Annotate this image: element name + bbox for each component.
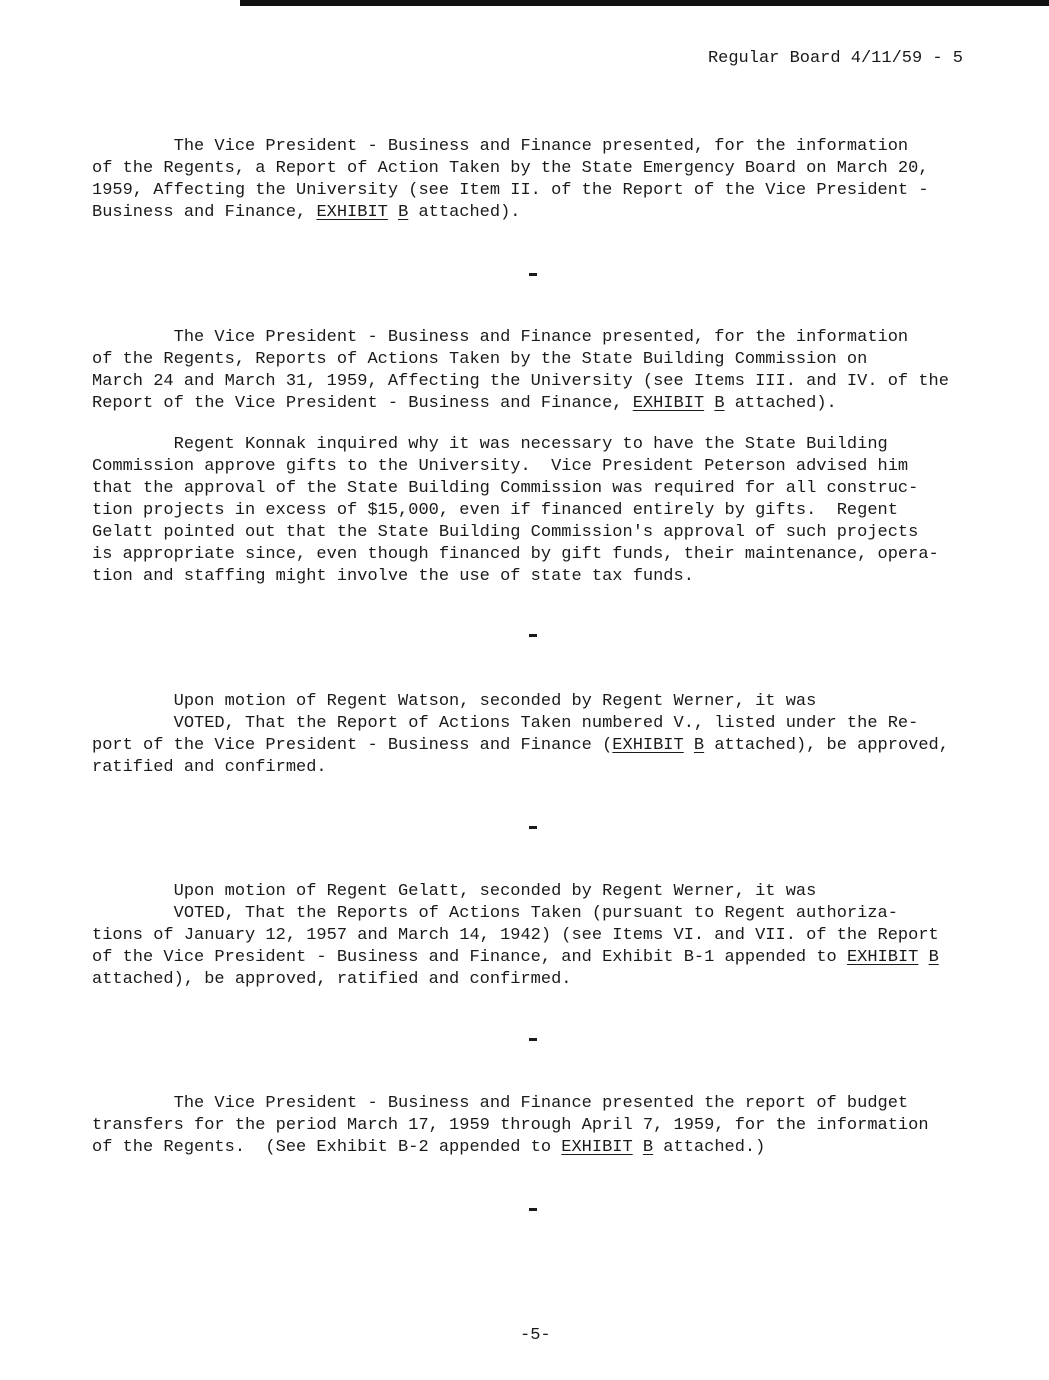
text-line: Commission approve gifts to the University. Vice President Peterson advised him xyxy=(92,457,909,476)
text-segment xyxy=(684,736,694,755)
text-segment: attached). xyxy=(724,394,837,413)
text-segment xyxy=(704,394,714,413)
paragraph-watson-motion xyxy=(92,691,992,779)
text-segment: port of the Vice President - Business and Finance ( xyxy=(92,736,613,755)
section-separator xyxy=(529,1038,537,1041)
text-line: tion and staffing might involve the use of state tax funds. xyxy=(92,567,694,586)
exhibit-reference: B xyxy=(714,394,725,413)
page-header: Regular Board 4/11/59 - 5 xyxy=(707,49,963,68)
exhibit-reference: EXHIBIT xyxy=(632,394,705,413)
section-separator xyxy=(529,826,537,829)
text-segment: of the Vice President - Business and Finance, and Exhibit B-1 appended to xyxy=(92,948,847,967)
text-line: VOTED, That the Reports of Actions Taken (pursuant to Regent authoriza- xyxy=(92,904,898,923)
text-line: The Vice President - Business and Finance presented the report of budget xyxy=(92,1094,909,1113)
text-segment xyxy=(388,203,398,222)
section-separator xyxy=(529,634,537,637)
text-line: Upon motion of Regent Gelatt, seconded by Regent Werner, it was xyxy=(92,882,817,901)
exhibit-reference: B xyxy=(398,203,409,222)
text-line: tion projects in excess of $15,000, even if financed entirely by gifts. Regent xyxy=(92,501,898,520)
section-separator xyxy=(529,1208,537,1211)
text-line: of the Regents, a Report of Action Taken by the State Emergency Board on March 20, xyxy=(92,159,929,178)
paragraph-building-commission-report xyxy=(92,327,992,415)
paragraph-konnak-inquiry xyxy=(92,434,992,588)
text-line: is appropriate since, even though financed by gift funds, their maintenance, opera- xyxy=(92,545,939,564)
text-line: 1959, Affecting the University (see Item II. of the Report of the Vice President - xyxy=(92,181,929,200)
text-line: Gelatt pointed out that the State Building Commission's approval of such projects xyxy=(92,523,919,542)
paragraph-emergency-board-report xyxy=(92,136,992,224)
text-segment: attached). xyxy=(408,203,521,222)
text-segment: attached), be approved, xyxy=(704,736,949,755)
exhibit-reference: B xyxy=(642,1138,654,1157)
text-line: The Vice President - Business and Finance presented, for the information xyxy=(92,328,909,347)
text-line xyxy=(92,735,992,757)
text-segment xyxy=(918,948,928,967)
text-line: The Vice President - Business and Finance presented, for the information xyxy=(92,137,909,156)
exhibit-reference: B xyxy=(928,948,939,967)
text-line: ratified and confirmed. xyxy=(92,758,327,777)
exhibit-reference: B xyxy=(693,736,705,755)
text-line: Regent Konnak inquired why it was necessary to have the State Building xyxy=(92,435,888,454)
section-separator xyxy=(529,273,537,276)
text-line: of the Regents, Reports of Actions Taken by the State Building Commission on xyxy=(92,350,868,369)
text-segment: Business and Finance, xyxy=(92,203,317,222)
text-segment xyxy=(633,1138,643,1157)
text-line xyxy=(92,947,992,969)
exhibit-reference: EXHIBIT xyxy=(561,1138,633,1157)
exhibit-reference: EXHIBIT xyxy=(316,203,388,222)
text-line: Upon motion of Regent Watson, seconded by Regent Werner, it was xyxy=(92,692,817,711)
text-line xyxy=(92,1137,992,1159)
text-line xyxy=(92,393,992,415)
text-line: transfers for the period March 17, 1959 through April 7, 1959, for the information xyxy=(92,1116,929,1135)
text-line xyxy=(92,202,992,224)
exhibit-reference: EXHIBIT xyxy=(846,948,919,967)
paragraph-budget-transfers xyxy=(92,1093,992,1159)
top-edge-rule xyxy=(240,0,1049,6)
text-segment: attached.) xyxy=(653,1138,766,1157)
text-line: March 24 and March 31, 1959, Affecting the University (see Items III. and IV. of the xyxy=(92,372,949,391)
text-segment: Report of the Vice President - Business and Finance, xyxy=(92,394,633,413)
paragraph-gelatt-motion xyxy=(92,881,992,991)
text-segment: of the Regents. (See Exhibit B-2 appended to xyxy=(92,1138,562,1157)
text-line: tions of January 12, 1957 and March 14, 1942) (see Items VI. and VII. of the Report xyxy=(92,926,939,945)
text-line: that the approval of the State Building Commission was required for all construc- xyxy=(92,479,919,498)
page-number: -5- xyxy=(520,1326,551,1345)
exhibit-reference: EXHIBIT xyxy=(612,736,684,755)
text-line: attached), be approved, ratified and confirmed. xyxy=(92,970,572,989)
text-line: VOTED, That the Report of Actions Taken numbered V., listed under the Re- xyxy=(92,714,919,733)
